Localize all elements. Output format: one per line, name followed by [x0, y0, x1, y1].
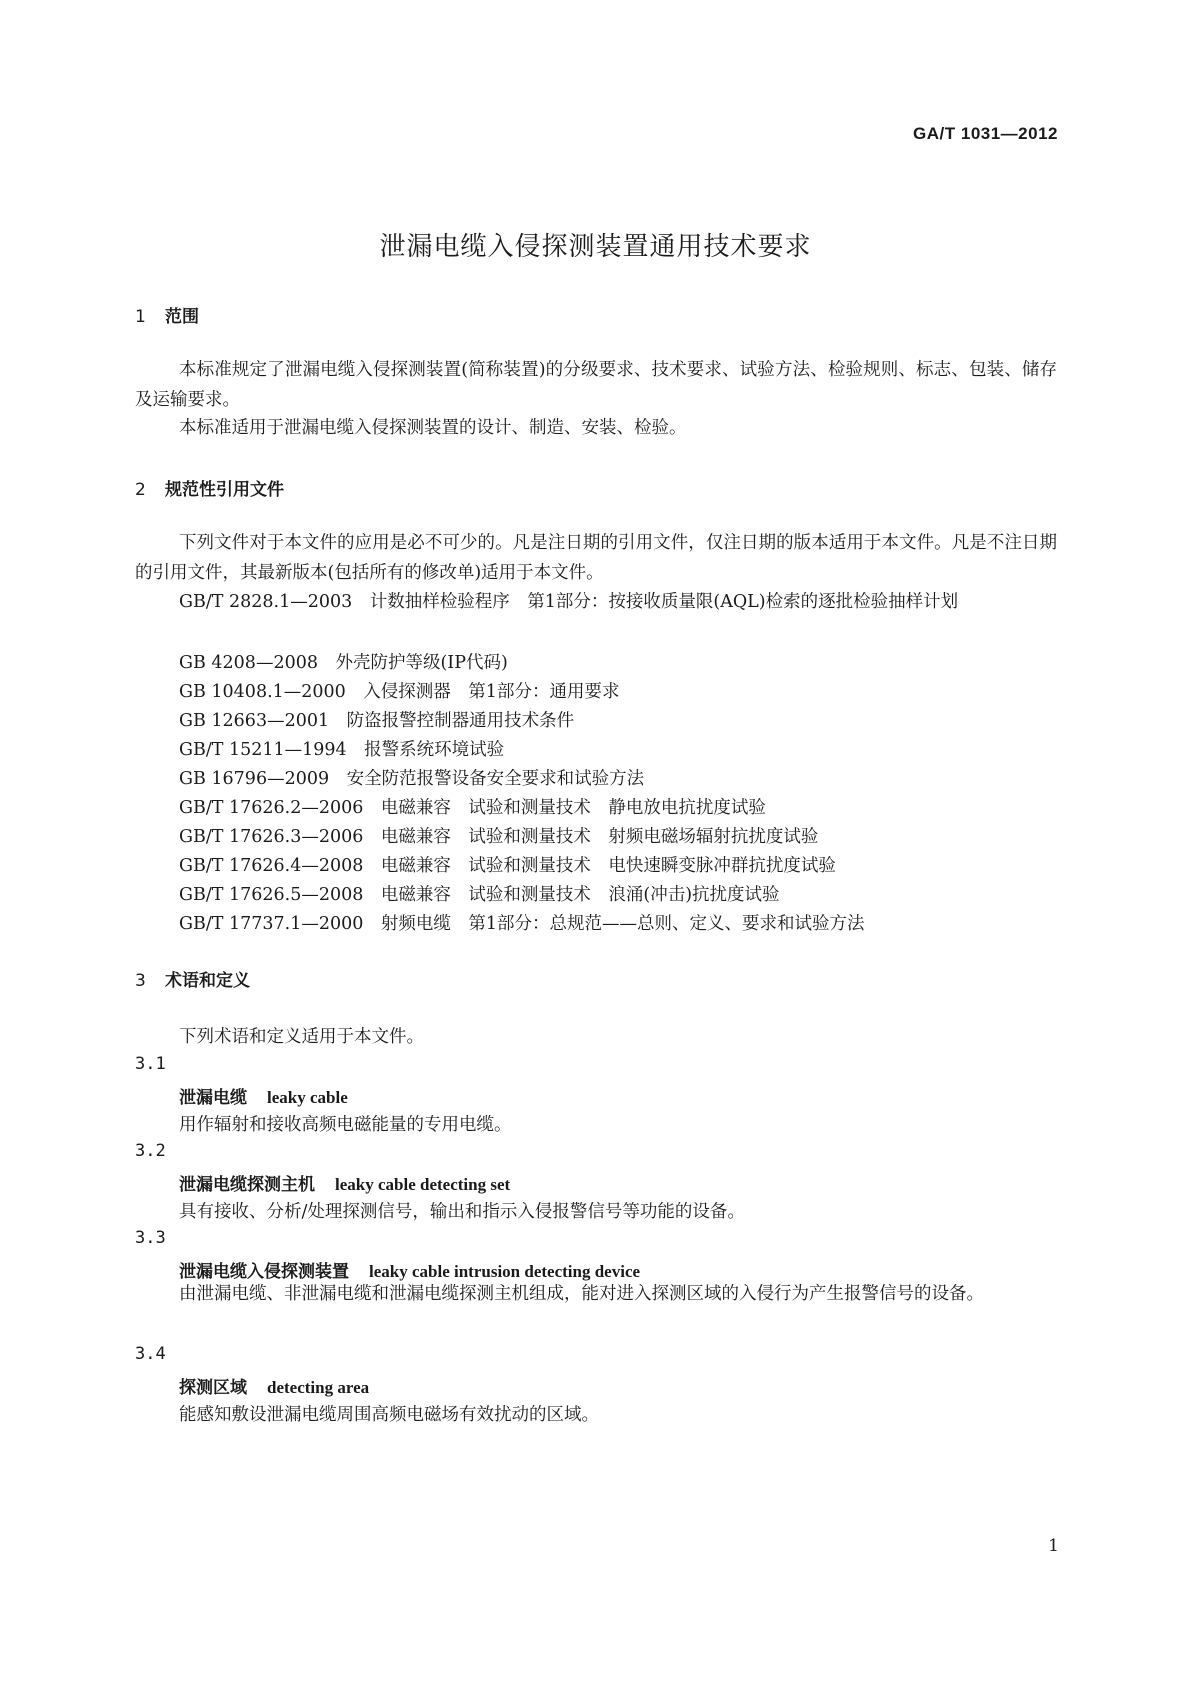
section-number: 2 — [135, 480, 146, 500]
term-zh: 泄漏电缆 — [179, 1088, 247, 1108]
reference-item: GB/T 17626.3—2006 电磁兼容 试验和测量技术 射频电磁场辐射抗扰度试验 — [179, 827, 819, 847]
section-2-intro: 下列文件对于本文件的应用是必不可少的。凡是注日期的引用文件，仅注日期的版本适用于本文件。凡是不注日期的引用文件，其最新版本(包括所有的修改单)适用于本文件。 — [135, 533, 1057, 583]
term-zh: 泄漏电缆探测主机 — [179, 1175, 315, 1195]
section-title: 术语和定义 — [165, 971, 250, 991]
term-zh: 探测区域 — [179, 1378, 247, 1398]
reference-item: GB/T 17626.4—2008 电磁兼容 试验和测量技术 电快速瞬变脉冲群抗扰度试验 — [179, 856, 836, 876]
reference-item: GB/T 15211—1994 报警系统环境试验 — [179, 740, 505, 760]
section-3-intro: 下列术语和定义适用于本文件。 — [179, 1027, 424, 1047]
term-en: leaky cable — [267, 1088, 348, 1107]
term-definition: 用作辐射和接收高频电磁能量的专用电缆。 — [179, 1115, 512, 1135]
term-number: 3.3 — [135, 1228, 166, 1248]
reference-item: GB/T 2828.1—2003 计数抽样检验程序 第1部分：按接收质量限(AQL)检索的逐批检验抽样计划 — [179, 592, 959, 612]
term-en: leaky cable intrusion detecting device — [369, 1262, 641, 1281]
term-definition: 能感知敷设泄漏电缆周围高频电磁场有效扰动的区域。 — [179, 1405, 599, 1425]
term-en: detecting area — [267, 1378, 370, 1397]
term-definition: 具有接收、分析/处理探测信号，输出和指示入侵报警信号等功能的设备。 — [179, 1202, 745, 1222]
reference-item: GB/T 17737.1—2000 射频电缆 第1部分：总规范——总则、定义、要求和试验方法 — [179, 914, 865, 934]
reference-item: GB 16796—2009 安全防范报警设备安全要求和试验方法 — [179, 769, 645, 789]
section-title: 范围 — [165, 307, 199, 327]
reference-item: GB 10408.1—2000 入侵探测器 第1部分：通用要求 — [179, 682, 620, 702]
reference-item: GB 4208—2008 外壳防护等级(IP代码) — [179, 653, 508, 673]
term-number: 3.2 — [135, 1141, 166, 1161]
standard-code: GA/T 1031—2012 — [913, 124, 1058, 143]
section-1-paragraph-2: 本标准适用于泄漏电缆入侵探测装置的设计、制造、安装、检验。 — [179, 418, 687, 438]
reference-item: GB 12663—2001 防盗报警控制器通用技术条件 — [179, 711, 575, 731]
section-1-heading — [135, 302, 199, 327]
term-number: 3.1 — [135, 1054, 166, 1074]
page-number: 1 — [1048, 1536, 1059, 1556]
reference-item: GB/T 17626.5—2008 电磁兼容 试验和测量技术 浪涌(冲击)抗扰度试验 — [179, 885, 780, 905]
term-zh: 泄漏电缆入侵探测装置 — [179, 1262, 349, 1282]
term-en: leaky cable detecting set — [335, 1175, 511, 1194]
term-heading — [179, 1373, 369, 1398]
section-2-heading — [135, 475, 284, 500]
section-title: 规范性引用文件 — [165, 480, 284, 500]
section-number: 3 — [135, 971, 146, 991]
term-heading — [179, 1170, 510, 1195]
section-number: 1 — [135, 307, 146, 327]
term-number: 3.4 — [135, 1344, 166, 1364]
section-3-heading — [135, 966, 250, 991]
term-heading — [179, 1083, 348, 1108]
section-1-paragraph-1: 本标准规定了泄漏电缆入侵探测装置(简称装置)的分级要求、技术要求、试验方法、检验规则、标志、包装、储存及运输要求。 — [135, 360, 1057, 410]
document-title: 泄漏电缆入侵探测装置通用技术要求 — [379, 232, 812, 262]
term-definition: 由泄漏电缆、非泄漏电缆和泄漏电缆探测主机组成，能对进入探测区域的入侵行为产生报警信号的设备。 — [179, 1284, 984, 1304]
reference-item: GB/T 17626.2—2006 电磁兼容 试验和测量技术 静电放电抗扰度试验 — [179, 798, 766, 818]
